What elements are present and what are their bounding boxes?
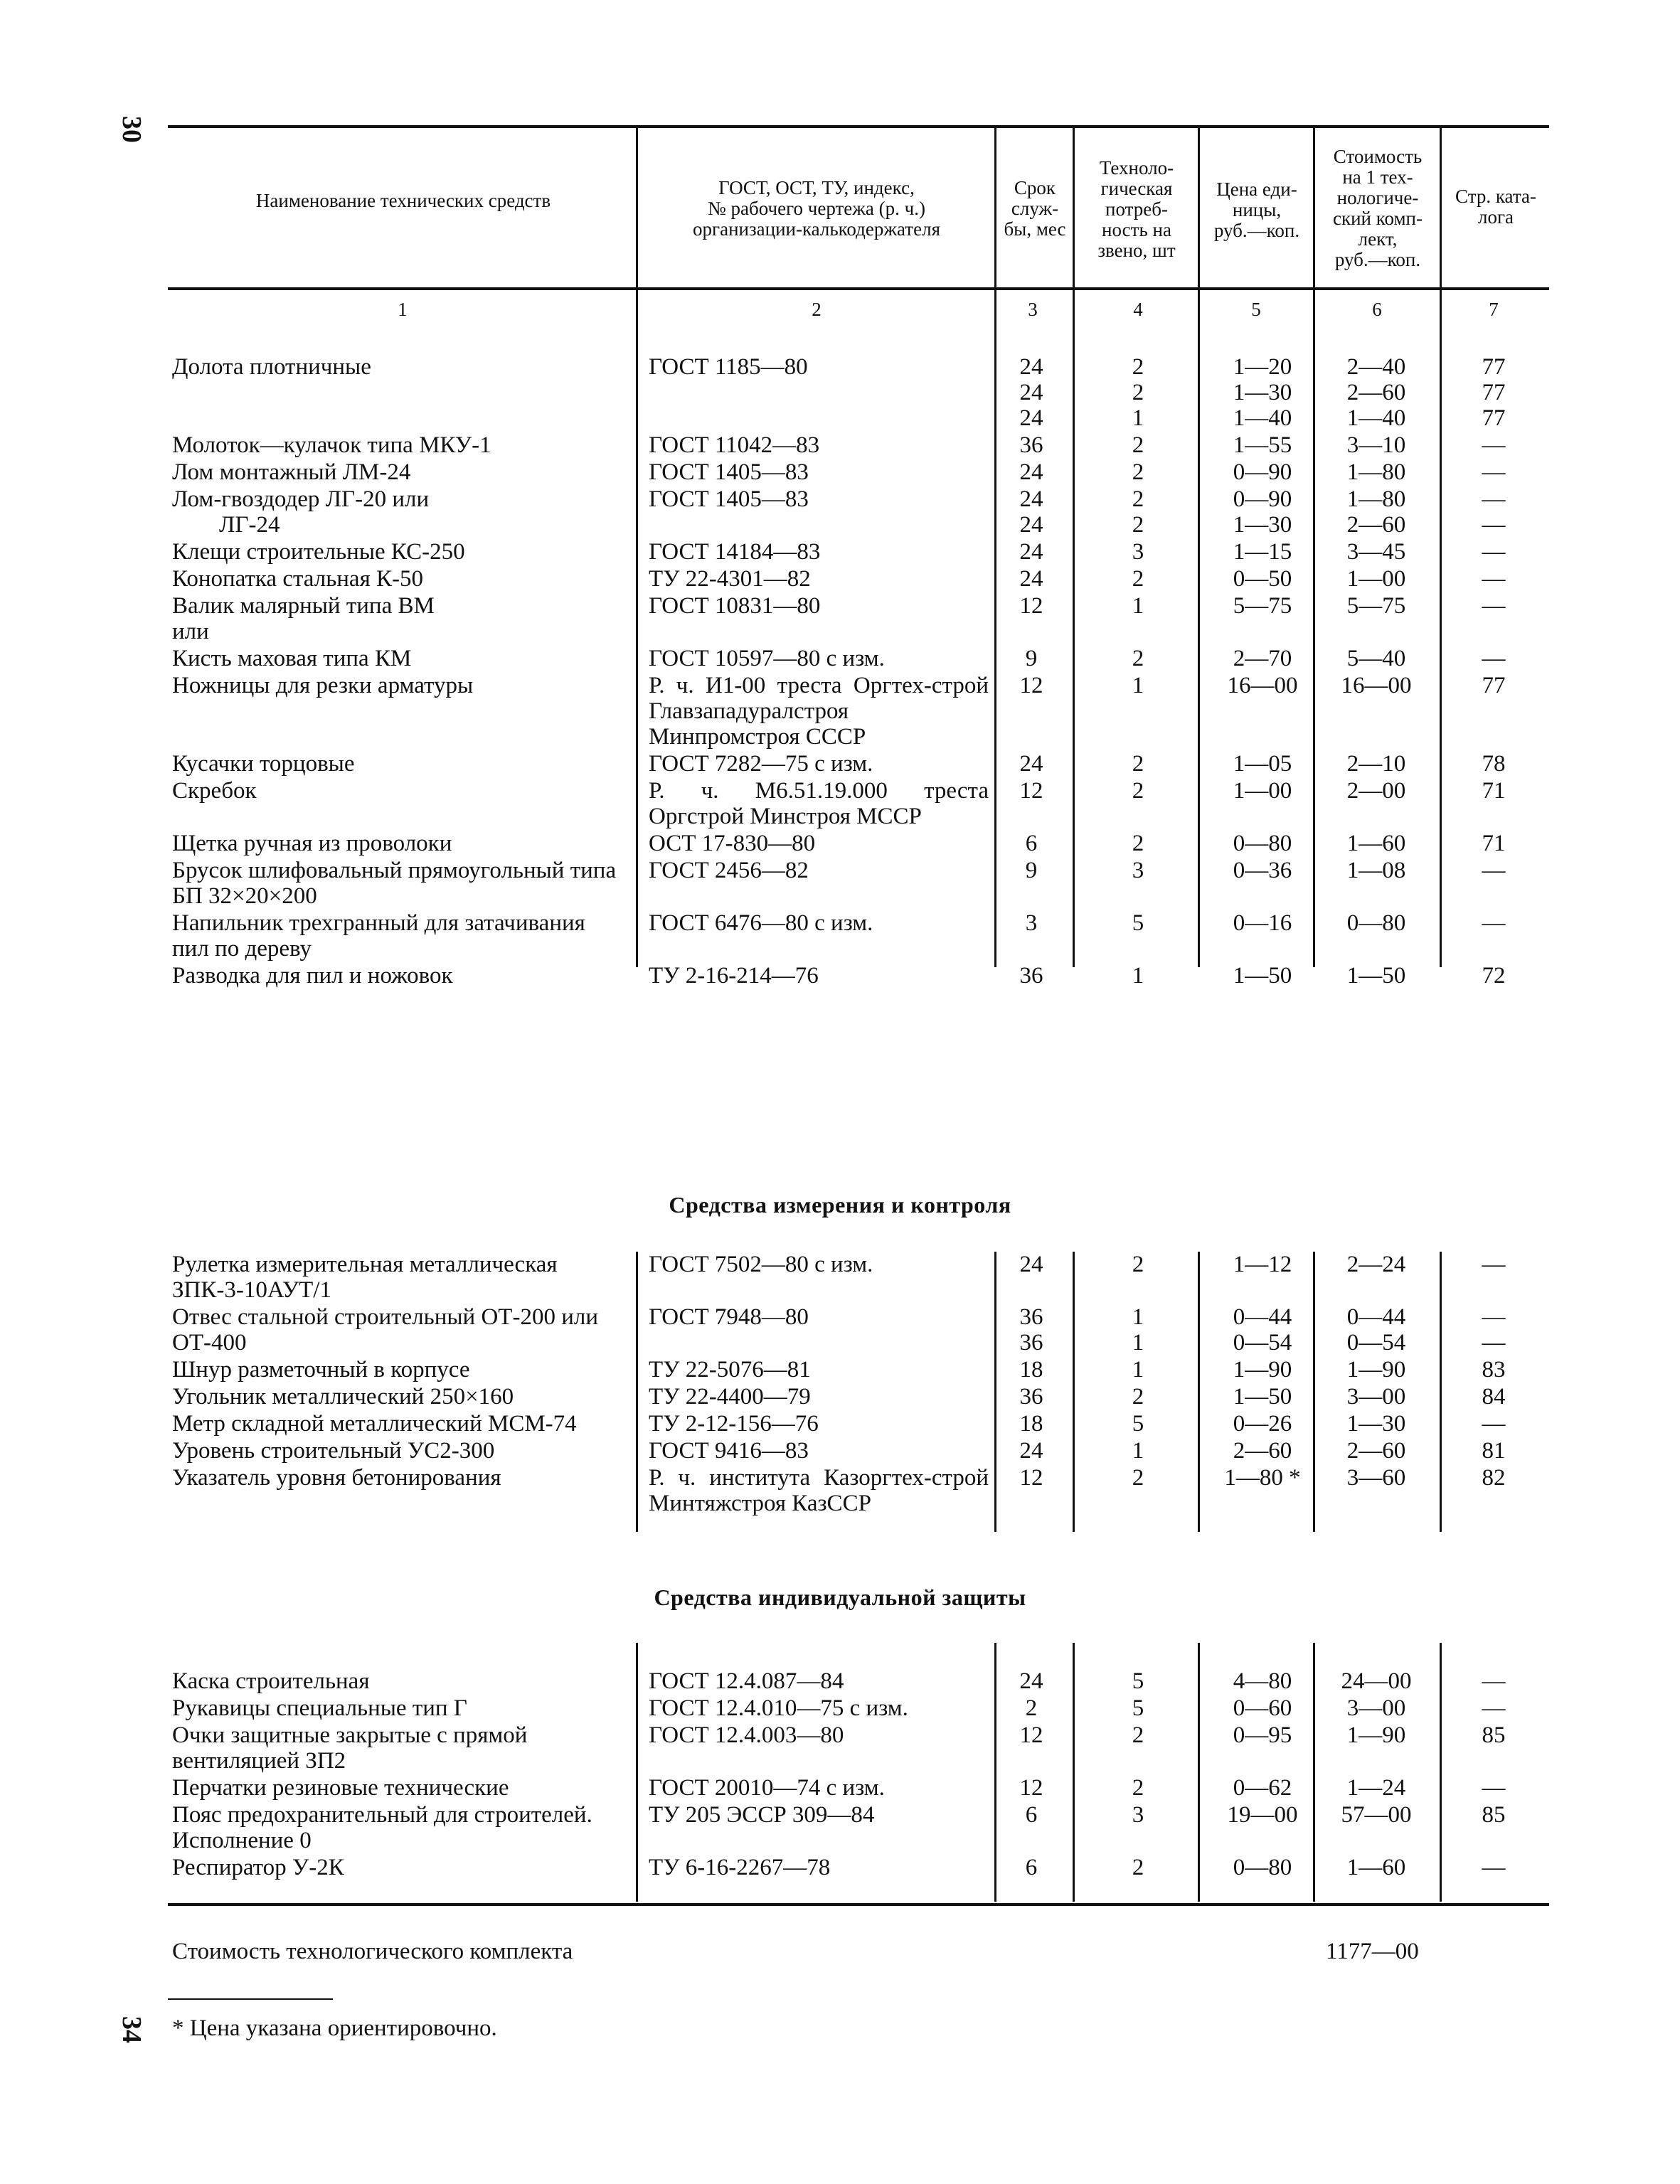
cell-price: 0—16 bbox=[1233, 910, 1292, 936]
cell-page: 85 bbox=[1482, 1722, 1506, 1748]
cell-cost: 1—00 bbox=[1346, 566, 1406, 592]
cell-price: 0—80 bbox=[1233, 831, 1292, 856]
cell-cost: 3—60 bbox=[1346, 1465, 1406, 1491]
cell-price: 1—90 bbox=[1233, 1357, 1292, 1383]
column-number: 4 bbox=[1133, 299, 1143, 320]
cell-page: — — bbox=[1482, 486, 1506, 538]
cell-svc: 24 bbox=[1019, 566, 1043, 592]
cell-qty: 3 bbox=[1132, 539, 1144, 565]
cell-svc: 24 bbox=[1019, 751, 1043, 777]
cell-page: 71 bbox=[1482, 831, 1506, 856]
cell-std: ГОСТ 7502—80 с изм. bbox=[649, 1252, 873, 1277]
header-col-5: Цена еди- ницы, руб.—коп. bbox=[1213, 179, 1300, 241]
cell-page: 84 bbox=[1482, 1384, 1506, 1410]
header-col-1: Наименование технических средств bbox=[255, 190, 551, 211]
cell-price: 0—26 bbox=[1233, 1411, 1292, 1437]
cell-qty: 5 bbox=[1132, 1695, 1144, 1721]
page-number-side: 34 bbox=[117, 2016, 147, 2043]
cell-svc: 18 bbox=[1019, 1357, 1043, 1383]
cell-std: ГОСТ 12.4.003—80 bbox=[649, 1722, 844, 1748]
cell-svc: 12 bbox=[1019, 673, 1043, 698]
cell-price: 0—44 0—54 bbox=[1233, 1304, 1292, 1355]
cell-cost: 24—00 bbox=[1341, 1668, 1412, 1694]
cell-cost: 2—60 bbox=[1346, 1438, 1406, 1464]
cell-std: ГОСТ 10831—80 bbox=[649, 593, 821, 619]
cell-name: Рукавицы специальные тип Г bbox=[172, 1695, 467, 1721]
cell-svc: 9 bbox=[1025, 646, 1038, 671]
cell-std: Р. ч. М6.51.19.000 треста Оргстрой Минстроя МССР bbox=[649, 778, 989, 829]
cell-page: — bbox=[1482, 593, 1506, 619]
cell-cost: 1—80 bbox=[1346, 459, 1406, 485]
cell-std: ТУ 205 ЭССР 309—84 bbox=[649, 1802, 875, 1828]
cell-cost: 3—00 bbox=[1346, 1384, 1406, 1410]
cell-cost: 1—60 bbox=[1346, 831, 1406, 856]
cell-std: ОСТ 17-830—80 bbox=[649, 831, 816, 856]
cell-name: Пояс предохранительный для строителей. Исполнение 0 bbox=[172, 1802, 592, 1853]
total-value: 1177—00 bbox=[1326, 1939, 1419, 1964]
column-divider bbox=[1198, 1643, 1200, 1902]
cell-name: Клещи строительные КС-250 bbox=[172, 539, 465, 565]
column-number: 6 bbox=[1372, 299, 1382, 320]
cell-qty: 1 bbox=[1132, 1438, 1144, 1464]
cell-qty: 2 bbox=[1132, 1252, 1144, 1277]
cell-price: 2—70 bbox=[1233, 646, 1292, 671]
cell-cost: 16—00 bbox=[1341, 673, 1412, 698]
cell-qty: 2 2 1 bbox=[1132, 354, 1144, 431]
cell-name: Каска строительная bbox=[172, 1668, 370, 1694]
cell-svc: 24 bbox=[1019, 539, 1043, 565]
cell-svc: 36 bbox=[1019, 1384, 1043, 1410]
header-divider bbox=[636, 128, 638, 287]
cell-name: Респиратор У-2К bbox=[172, 1855, 344, 1880]
cell-qty: 2 bbox=[1132, 566, 1144, 592]
cell-price: 4—80 bbox=[1233, 1668, 1292, 1694]
cell-price: 1—12 bbox=[1233, 1252, 1292, 1277]
cell-page: — bbox=[1482, 566, 1506, 592]
cell-std: ТУ 22-4301—82 bbox=[649, 566, 811, 592]
cell-price: 5—75 bbox=[1233, 593, 1292, 619]
cell-price: 0—50 bbox=[1233, 566, 1292, 592]
cell-svc: 12 bbox=[1019, 1465, 1043, 1491]
cell-std: ГОСТ 12.4.087—84 bbox=[649, 1668, 844, 1694]
column-divider bbox=[994, 287, 996, 967]
cell-price: 0—80 bbox=[1233, 1855, 1292, 1880]
cell-name: Отвес стальной строительный ОТ-200 или ОТ-400 bbox=[172, 1304, 598, 1355]
cell-svc: 6 bbox=[1025, 1855, 1038, 1880]
cell-std: ГОСТ 1185—80 bbox=[649, 354, 808, 380]
total-label: Стоимость технологического комплекта bbox=[172, 1939, 573, 1964]
cell-cost: 1—90 bbox=[1346, 1722, 1406, 1748]
cell-price: 0—90 1—30 bbox=[1233, 486, 1292, 538]
footnote: * Цена указана ориентировочно. bbox=[172, 2015, 497, 2041]
cell-name: Брусок шлифовальный прямоугольный типа БП 32×20×200 bbox=[172, 858, 617, 909]
header-col-7: Стр. ката- лога bbox=[1455, 186, 1536, 228]
cell-cost: 1—08 bbox=[1346, 858, 1406, 883]
cell-svc: 2 bbox=[1025, 1695, 1038, 1721]
cell-cost: 5—75 bbox=[1346, 593, 1406, 619]
cell-price: 2—60 bbox=[1233, 1438, 1292, 1464]
cell-svc: 24 24 24 bbox=[1019, 354, 1043, 431]
cell-svc: 36 bbox=[1019, 432, 1043, 458]
cell-page: — bbox=[1482, 858, 1506, 883]
header-col-4: Техноло- гическая потреб- ность на звено, шт bbox=[1097, 157, 1176, 261]
cell-page: — bbox=[1482, 1411, 1506, 1437]
cell-name: Разводка для пил и ножовок bbox=[172, 963, 453, 989]
header-divider bbox=[994, 128, 996, 287]
cell-cost: 5—40 bbox=[1346, 646, 1406, 671]
cell-std: ГОСТ 2456—82 bbox=[649, 858, 809, 883]
cell-cost: 1—60 bbox=[1346, 1855, 1406, 1880]
cell-name: Кисть маховая типа КМ bbox=[172, 646, 412, 671]
cell-std: ГОСТ 7948—80 bbox=[649, 1304, 809, 1330]
cell-name: Ножницы для резки арматуры bbox=[172, 673, 474, 698]
header-divider bbox=[1198, 128, 1200, 287]
cell-name: Долота плотничные bbox=[172, 354, 371, 380]
column-divider bbox=[1198, 1252, 1200, 1532]
cell-cost: 3—00 bbox=[1346, 1695, 1406, 1721]
header-divider bbox=[1073, 128, 1075, 287]
cell-qty: 3 bbox=[1132, 858, 1144, 883]
cell-page: 81 bbox=[1482, 1438, 1506, 1464]
cell-std: ТУ 2-12-156—76 bbox=[649, 1411, 819, 1437]
cell-cost: 1—30 bbox=[1346, 1411, 1406, 1437]
cell-qty: 2 bbox=[1132, 751, 1144, 777]
cell-name: Конопатка стальная К-50 bbox=[172, 566, 423, 592]
cell-page: — bbox=[1482, 646, 1506, 671]
cell-svc: 12 bbox=[1019, 1775, 1043, 1801]
cell-name: Метр складной металлический МСМ-74 bbox=[172, 1411, 577, 1437]
column-divider bbox=[994, 1643, 996, 1902]
cell-name: Перчатки резиновые технические bbox=[172, 1775, 509, 1801]
cell-page: — — bbox=[1482, 1304, 1506, 1355]
column-number: 7 bbox=[1489, 299, 1499, 320]
cell-page: — bbox=[1482, 1775, 1506, 1801]
cell-price: 1—55 bbox=[1233, 432, 1292, 458]
column-number: 5 bbox=[1251, 299, 1261, 320]
cell-page: — bbox=[1482, 539, 1506, 565]
column-divider bbox=[1073, 1643, 1075, 1902]
cell-cost: 1—80 2—60 bbox=[1346, 486, 1406, 538]
header-col-2: ГОСТ, ОСТ, ТУ, индекс, № рабочего чертежа (р. ч.) организации-калькодержателя bbox=[693, 177, 940, 240]
column-divider bbox=[1440, 1252, 1442, 1532]
cell-std: Р. ч. института Казоргтех-строй Минтяжстроя КазССР bbox=[649, 1465, 989, 1516]
cell-name: Уровень строительный УС2-300 bbox=[172, 1438, 495, 1464]
header-divider bbox=[1440, 128, 1442, 287]
cell-qty: 2 bbox=[1132, 778, 1144, 804]
cell-qty: 2 bbox=[1132, 459, 1144, 485]
cell-name: Шнур разметочный в корпусе bbox=[172, 1357, 470, 1383]
cell-qty: 1 bbox=[1132, 1357, 1144, 1383]
cell-price: 1—15 bbox=[1233, 539, 1292, 565]
cell-page: 72 bbox=[1482, 963, 1506, 989]
cell-std: ГОСТ 9416—83 bbox=[649, 1438, 809, 1464]
cell-cost: 2—10 bbox=[1346, 751, 1406, 777]
cell-svc: 6 bbox=[1025, 831, 1038, 856]
cell-qty: 1 bbox=[1132, 963, 1144, 989]
table-top-rule bbox=[168, 125, 1549, 128]
cell-price: 0—62 bbox=[1233, 1775, 1292, 1801]
cell-qty: 2 bbox=[1132, 432, 1144, 458]
cell-page: — bbox=[1482, 459, 1506, 485]
cell-cost: 1—50 bbox=[1346, 963, 1406, 989]
column-divider bbox=[994, 1252, 996, 1532]
column-number: 3 bbox=[1028, 299, 1038, 320]
header-col-6: Стоимость на 1 тех- нологиче- ский комп- лект, руб.—коп. bbox=[1332, 146, 1423, 270]
cell-std: ГОСТ 1405—83 bbox=[649, 459, 809, 485]
header-col-3: Срок служ- бы, мес bbox=[1004, 177, 1066, 240]
column-divider bbox=[1073, 287, 1075, 967]
column-divider bbox=[1073, 1252, 1075, 1532]
cell-cost: 2—40 2—60 1—40 bbox=[1346, 354, 1406, 431]
cell-std: ГОСТ 10597—80 с изм. bbox=[649, 646, 885, 671]
cell-name: Лом монтажный ЛМ-24 bbox=[172, 459, 411, 485]
cell-qty: 2 bbox=[1132, 831, 1144, 856]
cell-cost: 3—10 bbox=[1346, 432, 1406, 458]
cell-price: 1—00 bbox=[1233, 778, 1292, 804]
cell-std: ГОСТ 20010—74 с изм. bbox=[649, 1775, 885, 1801]
cell-price: 19—00 bbox=[1227, 1802, 1298, 1828]
cell-page: — bbox=[1482, 432, 1506, 458]
cell-svc: 12 bbox=[1019, 778, 1043, 804]
cell-cost: 1—24 bbox=[1346, 1775, 1406, 1801]
column-divider bbox=[636, 287, 638, 967]
cell-name: Напильник трехгранный для затачивания пил по дереву bbox=[172, 910, 585, 962]
cell-page: 83 bbox=[1482, 1357, 1506, 1383]
cell-qty: 2 bbox=[1132, 1384, 1144, 1410]
cell-svc: 12 bbox=[1019, 1722, 1043, 1748]
cell-svc: 36 36 bbox=[1019, 1304, 1043, 1355]
cell-cost: 0—44 0—54 bbox=[1346, 1304, 1406, 1355]
cell-cost: 57—00 bbox=[1341, 1802, 1412, 1828]
column-number: 1 bbox=[398, 299, 408, 320]
cell-qty: 5 bbox=[1132, 1668, 1144, 1694]
cell-page: — bbox=[1482, 1695, 1506, 1721]
cell-std: ГОСТ 14184—83 bbox=[649, 539, 821, 565]
cell-price: 0—60 bbox=[1233, 1695, 1292, 1721]
column-divider bbox=[636, 1252, 638, 1532]
cell-price: 16—00 bbox=[1227, 673, 1298, 698]
cell-price: 1—50 bbox=[1233, 963, 1292, 989]
header-bottom-rule bbox=[168, 287, 1549, 290]
cell-svc: 12 bbox=[1019, 593, 1043, 619]
cell-qty: 3 bbox=[1132, 1802, 1144, 1828]
cell-svc: 3 bbox=[1025, 910, 1038, 936]
cell-std: ГОСТ 1405—83 bbox=[649, 486, 809, 512]
cell-page: 71 bbox=[1482, 778, 1506, 804]
section-title-protection: Средства индивидуальной защиты bbox=[654, 1584, 1026, 1610]
cell-page: 78 bbox=[1482, 751, 1506, 777]
cell-price: 1—50 bbox=[1233, 1384, 1292, 1410]
cell-price: 0—36 bbox=[1233, 858, 1292, 883]
footnote-rule bbox=[168, 1998, 333, 2000]
cell-std: ТУ 6-16-2267—78 bbox=[649, 1855, 831, 1880]
cell-std: Р. ч. И1-00 треста Оргтех-строй Главзападуралстроя Минпромстроя СССР bbox=[649, 673, 989, 750]
cell-qty: 1 bbox=[1132, 673, 1144, 698]
cell-name: Очки защитные закрытые с прямой вентиляцией ЗП2 bbox=[172, 1722, 528, 1774]
cell-svc: 24 bbox=[1019, 459, 1043, 485]
cell-page: 77 77 77 bbox=[1482, 354, 1506, 431]
cell-svc: 36 bbox=[1019, 963, 1043, 989]
cell-cost: 1—90 bbox=[1346, 1357, 1406, 1383]
cell-page: — bbox=[1482, 1668, 1506, 1694]
cell-page: 85 bbox=[1482, 1802, 1506, 1828]
section-title-measurement: Средства измерения и контроля bbox=[669, 1192, 1011, 1218]
cell-name: Скребок bbox=[172, 778, 257, 804]
cell-page: 82 bbox=[1482, 1465, 1506, 1491]
column-divider bbox=[636, 1643, 638, 1902]
cell-qty: 2 bbox=[1132, 1465, 1144, 1491]
cell-qty: 2 2 bbox=[1132, 486, 1144, 538]
cell-name: Лом-гвоздодер ЛГ-20 или ЛГ-24 bbox=[172, 486, 430, 538]
cell-std: ТУ 2-16-214—76 bbox=[649, 963, 819, 989]
cell-page: 77 bbox=[1482, 673, 1506, 698]
cell-qty: 1 1 bbox=[1132, 1304, 1144, 1355]
cell-price: 1—20 1—30 1—40 bbox=[1233, 354, 1292, 431]
page-number-top: 30 bbox=[117, 116, 147, 143]
cell-std: ГОСТ 11042—83 bbox=[649, 432, 820, 458]
cell-name: Указатель уровня бетонирования bbox=[172, 1465, 501, 1491]
cell-std: ГОСТ 12.4.010—75 с изм. bbox=[649, 1695, 908, 1721]
cell-name: Молоток—кулачок типа МКУ-1 bbox=[172, 432, 491, 458]
cell-page: — bbox=[1482, 1855, 1506, 1880]
header-divider bbox=[1313, 128, 1315, 287]
column-number: 2 bbox=[812, 299, 822, 320]
cell-qty: 5 bbox=[1132, 1411, 1144, 1437]
cell-name: Рулетка измерительная металлическая ЗПК-3-10АУТ/1 bbox=[172, 1252, 558, 1303]
cell-page: — bbox=[1482, 1252, 1506, 1277]
column-divider bbox=[1440, 1643, 1442, 1902]
cell-cost: 2—24 bbox=[1346, 1252, 1406, 1277]
cell-qty: 2 bbox=[1132, 1855, 1144, 1880]
cell-qty: 2 bbox=[1132, 646, 1144, 671]
cell-std: ГОСТ 6476—80 с изм. bbox=[649, 910, 873, 936]
cell-svc: 6 bbox=[1025, 1802, 1038, 1828]
table-bottom-rule bbox=[168, 1903, 1549, 1906]
cell-price: 1—05 bbox=[1233, 751, 1292, 777]
cell-std: ТУ 22-5076—81 bbox=[649, 1357, 811, 1383]
cell-price: 0—90 bbox=[1233, 459, 1292, 485]
cell-svc: 24 bbox=[1019, 1252, 1043, 1277]
cell-name: Щетка ручная из проволоки bbox=[172, 831, 452, 856]
cell-qty: 2 bbox=[1132, 1722, 1144, 1748]
cell-svc: 24 bbox=[1019, 1438, 1043, 1464]
cell-cost: 3—45 bbox=[1346, 539, 1406, 565]
column-divider bbox=[1440, 287, 1442, 967]
cell-qty: 1 bbox=[1132, 593, 1144, 619]
cell-page: — bbox=[1482, 910, 1506, 936]
cell-name: Кусачки торцовые bbox=[172, 751, 355, 777]
cell-cost: 0—80 bbox=[1346, 910, 1406, 936]
cell-price: 0—95 bbox=[1233, 1722, 1292, 1748]
cell-svc: 18 bbox=[1019, 1411, 1043, 1437]
cell-svc: 24 24 bbox=[1019, 486, 1043, 538]
cell-name: Угольник металлический 250×160 bbox=[172, 1384, 514, 1410]
cell-qty: 5 bbox=[1132, 910, 1144, 936]
cell-std: ТУ 22-4400—79 bbox=[649, 1384, 811, 1410]
cell-svc: 9 bbox=[1025, 858, 1038, 883]
column-divider bbox=[1198, 287, 1200, 967]
cell-qty: 2 bbox=[1132, 1775, 1144, 1801]
cell-svc: 24 bbox=[1019, 1668, 1043, 1694]
cell-price: 1—80 * bbox=[1224, 1465, 1301, 1491]
cell-cost: 2—00 bbox=[1346, 778, 1406, 804]
cell-std: ГОСТ 7282—75 с изм. bbox=[649, 751, 873, 777]
cell-name: Валик малярный типа ВМ или bbox=[172, 593, 435, 644]
